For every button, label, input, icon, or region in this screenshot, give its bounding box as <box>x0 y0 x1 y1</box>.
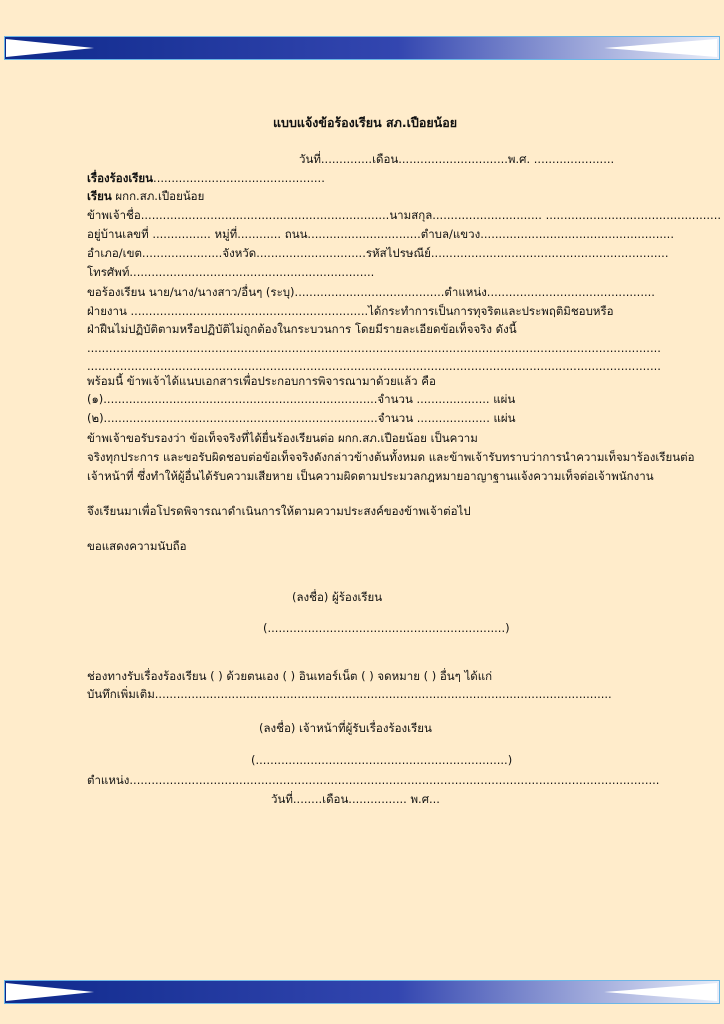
department-line: ฝ่ายงาน .................................................................ได้กระทำการเป็นการทุจริตและประพฤติมิชอบหรือ <box>87 304 614 318</box>
top-banner <box>4 36 720 60</box>
violation-line: ฝ่าฝืนไม่ปฏิบัติตามหรือปฏิบัติไม่ถูกต้องในกระบวนการ โดยมีรายละเอียดข้อเท็จจริง ดังนี้ <box>87 322 517 336</box>
attach-item-2: (๒)...........................................................................จำนวน .................... แผ่น <box>87 411 516 425</box>
officer-name-paren: (.....................................................................) <box>251 753 513 767</box>
subject-label: เรื่องร้องเรียน <box>87 171 154 185</box>
bottom-banner-graphic <box>4 980 720 1004</box>
attach-item-1: (๑)...........................................................................จำนวน .................... แผ่น <box>87 392 516 406</box>
complain-about-line: ขอร้องเรียน นาย/นาง/นางสาว/อื่นๆ (ระบุ).........................................ตำแหน่ง.............................................. <box>87 285 655 299</box>
address-line: อยู่บ้านเลขที่ ................ หมู่ที่............ ถนน...............................ตำบล/แขวง..................................................... <box>87 227 674 241</box>
district-line: อำเภอ/เขต......................จังหวัด..............................รหัสไปรษณีย์................................................................. <box>87 246 669 260</box>
attach-line: พร้อมนี้ ข้าพเจ้าได้แนบเอกสารเพื่อประกอบการพิจารณามาด้วยแล้ว คือ <box>87 374 436 388</box>
request-line: จึงเรียนมาเพื่อโปรดพิจารณาดำเนินการให้ตามความประสงค์ของข้าพเจ้าต่อไป <box>87 504 471 518</box>
complainant-signature: (ลงชื่อ) ผู้ร้องเรียน <box>292 590 383 604</box>
form-title: แบบแจ้งข้อร้องเรียน สภ.เปือยน้อย <box>273 115 458 130</box>
recipient-text: ผกก.สภ.เปือยน้อย <box>111 189 205 203</box>
top-banner-graphic <box>4 36 720 60</box>
position-line: ตำแหน่ง................................................................................................................................................. <box>87 773 660 787</box>
detail-line-2: ............................................................................................................................................................. <box>87 359 661 373</box>
date-bottom-line: วันที่........เดือน................ พ.ศ... <box>271 792 440 806</box>
channel-line: ช่องทางรับเรื่องร้องเรียน ( ) ด้วยตนเอง ( ) อินเทอร์เน็ต ( ) จดหมาย ( ) อื่นๆ ได้แก่ <box>87 669 493 683</box>
date-line: วันที่..............เดือน..............................พ.ศ. ...................... <box>299 152 615 166</box>
detail-line-1: ............................................................................................................................................................. <box>87 341 661 355</box>
subject-dots: ............................................... <box>153 171 325 185</box>
phone-line: โทรศัพท์................................................................... <box>87 265 375 279</box>
certify-line-2: จริงทุกประการ และขอรับผิดชอบต่อข้อเท็จจริงดังกล่าวข้างต้นทั้งหมด และข้าพเจ้ารับทราบว่าการนำความเท็จมาร้องเรียนต่อ <box>87 450 695 464</box>
name-line: ข้าพเจ้าชื่อ....................................................................นามสกุล.............................. ................................................ <box>87 208 722 222</box>
subject-line <box>87 170 325 186</box>
officer-signature: (ลงชื่อ) เจ้าหน้าที่ผู้รับเรื่องร้องเรียน <box>259 721 432 735</box>
regards-line: ขอแสดงความนับถือ <box>87 539 187 553</box>
complainant-name-paren: (.................................................................) <box>263 621 510 635</box>
bottom-banner <box>4 980 720 1004</box>
recipient-line <box>87 188 204 204</box>
recipient-label: เรียน <box>87 189 112 203</box>
certify-line-3: เจ้าหน้าที่ ซึ่งทำให้ผู้อื่นได้รับความเสียหาย เป็นความผิดตามประมวลกฎหมายอาญาฐานแจ้งความเท็จต่อเจ้าพนักงาน <box>87 469 654 483</box>
certify-line-1: ข้าพเจ้าขอรับรองว่า ข้อเท็จจริงที่ได้ยื่นร้องเรียนต่อ ผกก.สภ.เปือยน้อย เป็นความ <box>87 431 478 445</box>
note-line: บันทึกเพิ่มเติม............................................................................................................................. <box>87 687 612 701</box>
